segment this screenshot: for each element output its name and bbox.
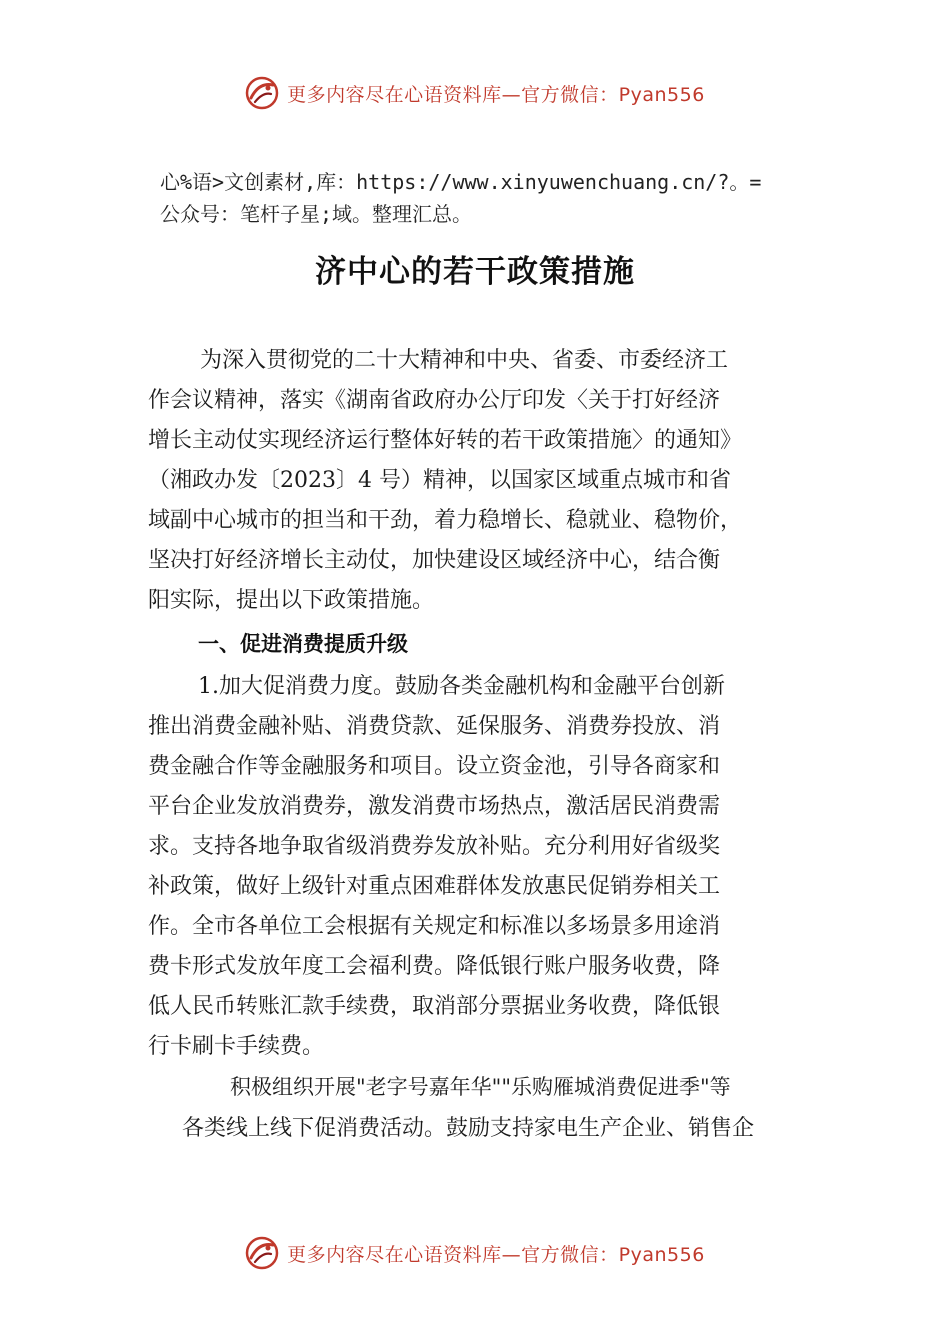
body-line: 行卡刷卡手续费。 <box>148 1034 325 1059</box>
body-line: 低人民币转账汇款手续费，取消部分票据业务收费，降低银 <box>148 994 721 1019</box>
body-line: 补政策，做好上级针对重点困难群体发放惠民促销券相关工 <box>148 874 721 899</box>
body-line: 阳实际，提出以下政策措施。 <box>148 588 435 613</box>
body-line: 各类线上线下促消费活动。鼓励支持家电生产企业、销售企 <box>182 1116 755 1141</box>
body-line: 求。支持各地争取省级消费券发放补贴。充分利用好省级奖 <box>148 834 721 859</box>
body-line: 费卡形式发放年度工会福利费。降低银行账户服务收费，降 <box>148 954 721 979</box>
body-line: （湘政办发〔2023〕4 号）精神，以国家区域重点城市和省 <box>148 468 731 493</box>
document-title: 济中心的若干政策措施 <box>315 254 635 290</box>
body-line: 坚决打好经济增长主动仗，加快建设区域经济中心，结合衡 <box>148 548 721 573</box>
body-line: 为深入贯彻党的二十大精神和中央、省委、市委经济工 <box>200 348 729 373</box>
section-heading: 一、促进消费提质升级 <box>198 632 408 656</box>
body-line: 1.加大促消费力度。鼓励各类金融机构和金融平台创新 <box>198 674 725 699</box>
body-line: 积极组织开展"老字号嘉年华""乐购雁城消费促进季"等 <box>230 1075 731 1099</box>
body-line: 费金融合作等金融服务和项目。设立资金池，引导各商家和 <box>148 754 721 779</box>
body-line: 作会议精神，落实《湖南省政府办公厅印发〈关于打好经济 <box>148 388 721 413</box>
banner-text: 更多内容尽在心语资料库—官方微信：Pyan556 <box>287 1243 705 1266</box>
footer-banner <box>0 1230 950 1276</box>
banner-text: 更多内容尽在心语资料库—官方微信：Pyan556 <box>287 83 705 106</box>
body-line: 推出消费金融补贴、消费贷款、延保服务、消费券投放、消 <box>148 714 721 739</box>
source-line-2: 公众号：笔杆子星;域。整理汇总。 <box>160 202 473 226</box>
brand-logo-icon <box>245 1236 279 1270</box>
brand-logo-icon <box>245 76 279 110</box>
body-line: 平台企业发放消费券，激发消费市场热点，激活居民消费需 <box>148 794 721 819</box>
body-line: 作。全市各单位工会根据有关规定和标准以多场景多用途消 <box>148 914 721 939</box>
body-line: 域副中心城市的担当和干劲，着力稳增长、稳就业、稳物价， <box>148 508 743 533</box>
header-banner <box>0 70 950 116</box>
body-line: 增长主动仗实现经济运行整体好转的若干政策措施〉的通知》 <box>148 428 743 453</box>
source-line-1: 心%语>文创素材,库：https://www.xinyuwenchuang.cn/?。= <box>160 170 762 194</box>
